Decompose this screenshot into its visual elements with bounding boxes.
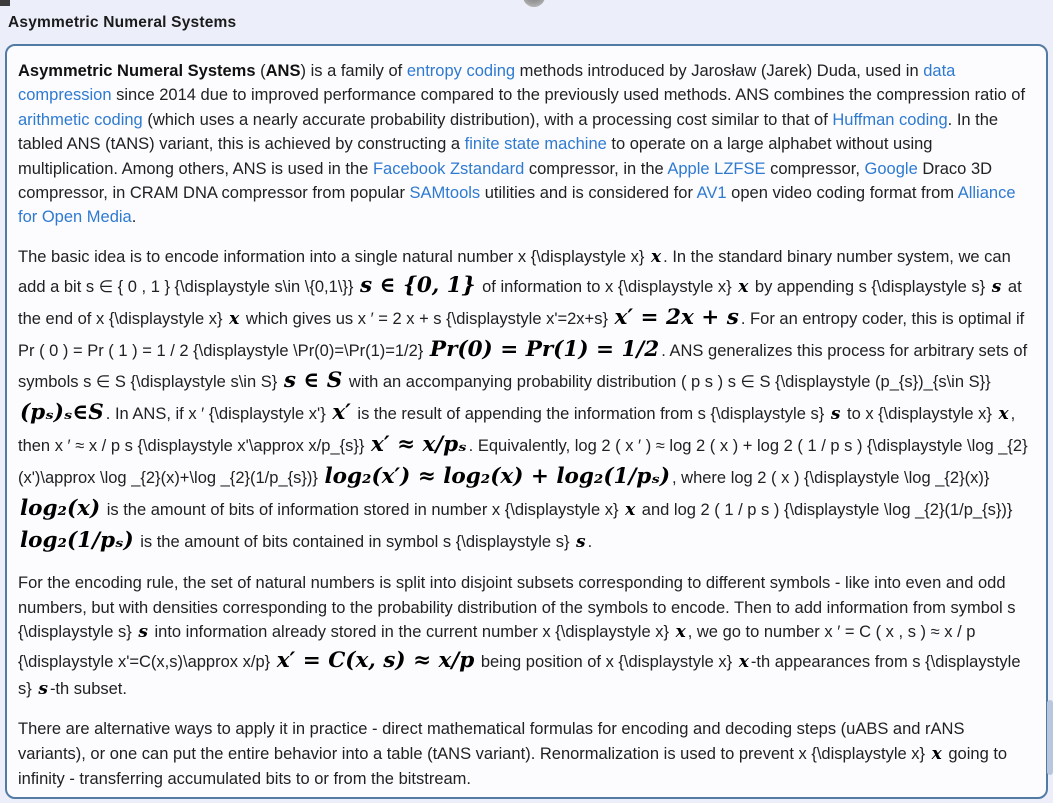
math-formula: log₂(x) (20, 495, 101, 521)
text-run: ( (255, 62, 266, 80)
paragraph-intro (18, 59, 1030, 230)
text-run: is the amount of bits contained in symbol s {\displaystyle s} (135, 532, 575, 551)
text-run: is the amount of bits of information stored in number x {\displaystyle x} (102, 500, 624, 519)
text-run: The basic idea is to encode information into a single natural number x {\displaystyle x} (18, 247, 650, 266)
text-run: . In the tabled ANS (tANS) variant, this is achieved by constructing a (18, 110, 999, 154)
math-formula: x (738, 652, 749, 673)
text-run: is the result of appending the information from s {\displaystyle s} (352, 405, 829, 424)
math-formula: s (830, 404, 841, 425)
text-run: into information already stored in the current number x {\displaystyle x} (149, 623, 674, 642)
article-content (18, 59, 1030, 791)
text-run: at the end of x {\displaystyle x} (18, 278, 1022, 328)
text-run: (which uses a nearly accurate probability distribution), with a processing cost similar to that of (142, 110, 833, 129)
wiki-link[interactable]: AV1 (696, 184, 727, 203)
math-formula: x′ ≈ x/pₛ (371, 432, 467, 458)
text-run: and log 2 ( 1 / p s ) {\displaystyle \log _{2}(1/p_{s})} (637, 500, 1013, 519)
text-run: compressor, (765, 159, 865, 178)
paragraph-basic-idea (18, 245, 1030, 556)
text-run: which gives us x ′ = 2 x + s {\displaystyle x'=2x+s} (241, 309, 613, 328)
text-run: . In ANS, if x ′ {\displaystyle x'} (105, 405, 331, 424)
math-formula: x′ = 2x + s (614, 304, 739, 330)
wiki-link[interactable]: Alliance for Open Media (18, 184, 1016, 227)
math-formula: (pₛ)ₛ∈S (20, 400, 104, 426)
text-run: Draco 3D compressor, in CRAM DNA compressor from popular (18, 159, 993, 203)
math-formula: x (738, 277, 749, 297)
paragraph-encoding-rule (18, 571, 1030, 702)
text-run: utilities and is considered for (480, 184, 697, 203)
text-run: . (131, 208, 137, 227)
math-formula: s ∈ {0, 1} (360, 273, 476, 298)
text-run: ) is a family of (300, 62, 407, 80)
math-formula: x′ (332, 400, 351, 426)
text-run: ANS (265, 62, 301, 80)
text-run: being position of x {\displaystyle x} (476, 653, 737, 672)
wiki-link[interactable]: entropy coding (406, 62, 516, 80)
wiki-link[interactable]: Apple LZFSE (667, 159, 766, 178)
math-formula: x (651, 246, 662, 267)
text-run: since 2014 due to improved performance compared to the previously used methods. ANS combines the compression ratio of (111, 86, 1026, 105)
math-formula: x (998, 404, 1009, 425)
math-formula: s (576, 531, 586, 552)
text-run: -th subset. (49, 680, 127, 699)
text-run: There are alternative ways to apply it in practice - direct mathematical formulas for encoding and decoding steps (uABS and rANS variants), or one can put the entire behavior into a table (tANS variant). Renormalization is used to prevent x {\displaystyle x} (18, 720, 965, 763)
text-run: . Equivalently, log 2 ( x ′ ) ≈ log 2 ( x ) + log 2 ( 1 / p s ) {\displaystyle \log _{2}(x')\approx \log _{2}(x)+\log _{2}(1/p_{s})} (18, 437, 1028, 487)
text-run: to operate on a large alphabet without using multiplication. Among others, ANS is used in the (18, 135, 933, 178)
wiki-link[interactable]: Facebook Zstandard (372, 159, 525, 178)
text-run: -th appearances from s {\displaystyle s} (18, 653, 1021, 699)
math-formula: s (138, 622, 148, 643)
text-run: . (587, 532, 593, 551)
math-formula: x (931, 743, 942, 764)
wiki-link[interactable]: Huffman coding (832, 110, 948, 129)
text-run: methods introduced by Jarosław (Jarek) Duda, used in (515, 62, 924, 80)
math-formula: Pr(0) = Pr(1) = 1/2 (429, 336, 660, 362)
text-run: compressor, in the (524, 159, 668, 178)
math-formula: x (625, 499, 636, 520)
text-run: with an accompanying probability distribution ( p s ) s ∈ S {\displaystyle (p_{s})_{s\in S}} (344, 373, 991, 392)
text-run: . In the standard binary number system, we can add a bit s ∈ { 0 , 1 } {\displaystyle s\in \{0,1\}} (18, 247, 1011, 296)
math-formula: log₂(x′) ≈ log₂(x) + log₂(1/pₛ) (324, 463, 670, 489)
math-formula: log₂(1/pₛ) (20, 527, 134, 553)
text-run: Asymmetric Numeral Systems (18, 62, 256, 80)
wiki-link[interactable]: SAMtools (409, 184, 481, 203)
text-run: . For an entropy coder, this is optimal if Pr ( 0 ) = Pr ( 1 ) = 1 / 2 {\displaystyle \Pr(0)=\Pr(1)=1/2} (18, 309, 1025, 360)
window-corner-mark (0, 0, 10, 6)
paragraph-variants (18, 717, 1030, 791)
text-run: to x {\displaystyle x} (842, 405, 997, 424)
math-formula: s (991, 277, 1002, 297)
article-box (5, 44, 1048, 799)
text-run: For the encoding rule, the set of natural numbers is split into disjoint subsets corresponding to different symbols - like into even and odd numbers, but with densities corresponding to the probability distribution of the symbols to encode. Then to add information from symbol s {\displaystyle s} (18, 574, 1016, 642)
wiki-link[interactable]: finite state machine (464, 135, 607, 154)
text-run: . ANS generalizes this process for arbitrary sets of symbols s ∈ S {\displaystyle s\in S} (18, 341, 1028, 392)
wiki-link[interactable]: Google (864, 159, 918, 178)
text-run: , where log 2 ( x ) {\displaystyle \log _{2}(x)} (672, 468, 990, 487)
math-formula: x (229, 308, 240, 329)
title-bar (0, 0, 1053, 44)
wiki-link[interactable]: data compression (18, 62, 956, 105)
text-run: open video coding format from (726, 184, 958, 203)
text-run: going to infinity - transferring accumulated bits to or from the bitstream. (18, 744, 1008, 788)
math-formula: x (675, 622, 686, 643)
scrollbar-thumb[interactable] (1047, 700, 1053, 775)
wiki-link[interactable]: arithmetic coding (18, 110, 143, 129)
text-run: , we go to number x ′ = C ( x , s ) ≈ x / p {\displaystyle x'=C(x,s)\approx x/p} (18, 623, 976, 672)
text-run: by appending s {\displaystyle s} (750, 278, 990, 296)
math-formula: x′ = C(x, s) ≈ x/p (276, 648, 475, 674)
math-formula: s ∈ S (283, 368, 343, 394)
math-formula: s (38, 679, 48, 700)
text-run: , then x ′ ≈ x / p s {\displaystyle x'\approx x/p_{s}} (18, 405, 1016, 456)
text-run: of information to x {\displaystyle x} (477, 278, 737, 296)
page-title: Asymmetric Numeral Systems (8, 14, 237, 31)
